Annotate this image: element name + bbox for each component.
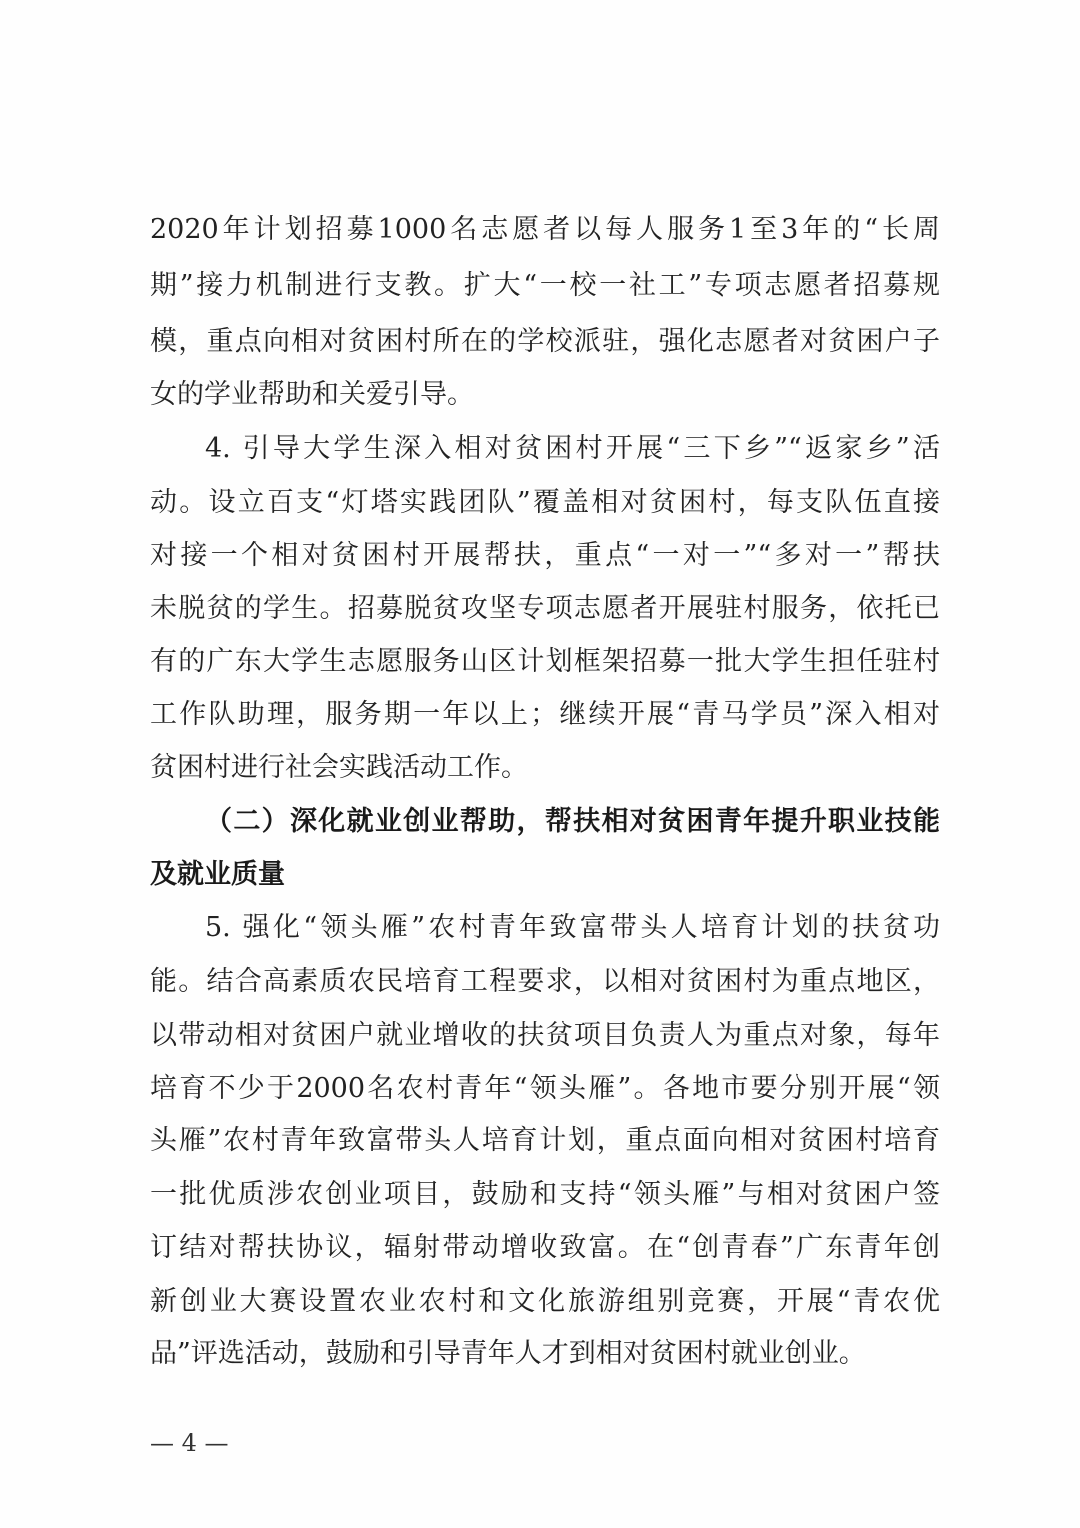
page-number: — 4 — — [150, 1429, 229, 1457]
body-text-line: 贫困村进行社会实践活动工作。 — [150, 752, 528, 783]
body-text-line: 模，重点向相对贫困村所在的学校派驻，强化志愿者对贫困户子 — [150, 326, 940, 357]
body-text-line: 有的广东大学生志愿服务山区计划框架招募一批大学生担任驻村 — [150, 646, 940, 677]
body-text-line: 女的学业帮助和关爱引导。 — [150, 379, 474, 410]
section-heading: （二）深化就业创业帮助，帮扶相对贫困青年提升职业技能 — [205, 806, 940, 837]
body-text-line: 能。结合高素质农民培育工程要求，以相对贫困村为重点地区， — [150, 966, 940, 997]
body-text-line: 期”接力机制进行支教。扩大“一校一社工”专项志愿者招募规 — [150, 270, 940, 301]
body-text-line: 订结对帮扶协议，辐射带动增收致富。在“创青春”广东青年创 — [150, 1232, 940, 1263]
body-text-line: 5. 强化“领头雁”农村青年致富带头人培育计划的扶贫功 — [205, 912, 940, 943]
body-text-line: 对接一个相对贫困村开展帮扶，重点“一对一”“多对一”帮扶 — [150, 540, 940, 571]
body-text-line: 新创业大赛设置农业农村和文化旅游组别竞赛，开展“青农优 — [150, 1286, 940, 1317]
body-text-line: 品”评选活动，鼓励和引导青年人才到相对贫困村就业创业。 — [150, 1338, 866, 1369]
body-text-line: 培育不少于2000名农村青年“领头雁”。各地市要分别开展“领 — [150, 1073, 940, 1104]
body-text-line: 4. 引导大学生深入相对贫困村开展“三下乡”“返家乡”活 — [205, 433, 940, 464]
body-text-line: 动。设立百支“灯塔实践团队”覆盖相对贫困村，每支队伍直接 — [150, 487, 940, 518]
body-text-line: 未脱贫的学生。招募脱贫攻坚专项志愿者开展驻村服务，依托已 — [150, 593, 940, 624]
body-text-line: 2020年计划招募1000名志愿者以每人服务1至3年的“长周 — [150, 214, 940, 245]
body-text-line: 以带动相对贫困户就业增收的扶贫项目负责人为重点对象，每年 — [150, 1020, 940, 1051]
body-text-line: 头雁”农村青年致富带头人培育计划，重点面向相对贫困村培育 — [150, 1125, 940, 1156]
body-text-line: 一批优质涉农创业项目，鼓励和支持“领头雁”与相对贫困户签 — [150, 1179, 940, 1210]
section-heading: 及就业质量 — [150, 859, 285, 890]
body-text-line: 工作队助理，服务期一年以上；继续开展“青马学员”深入相对 — [150, 699, 940, 730]
